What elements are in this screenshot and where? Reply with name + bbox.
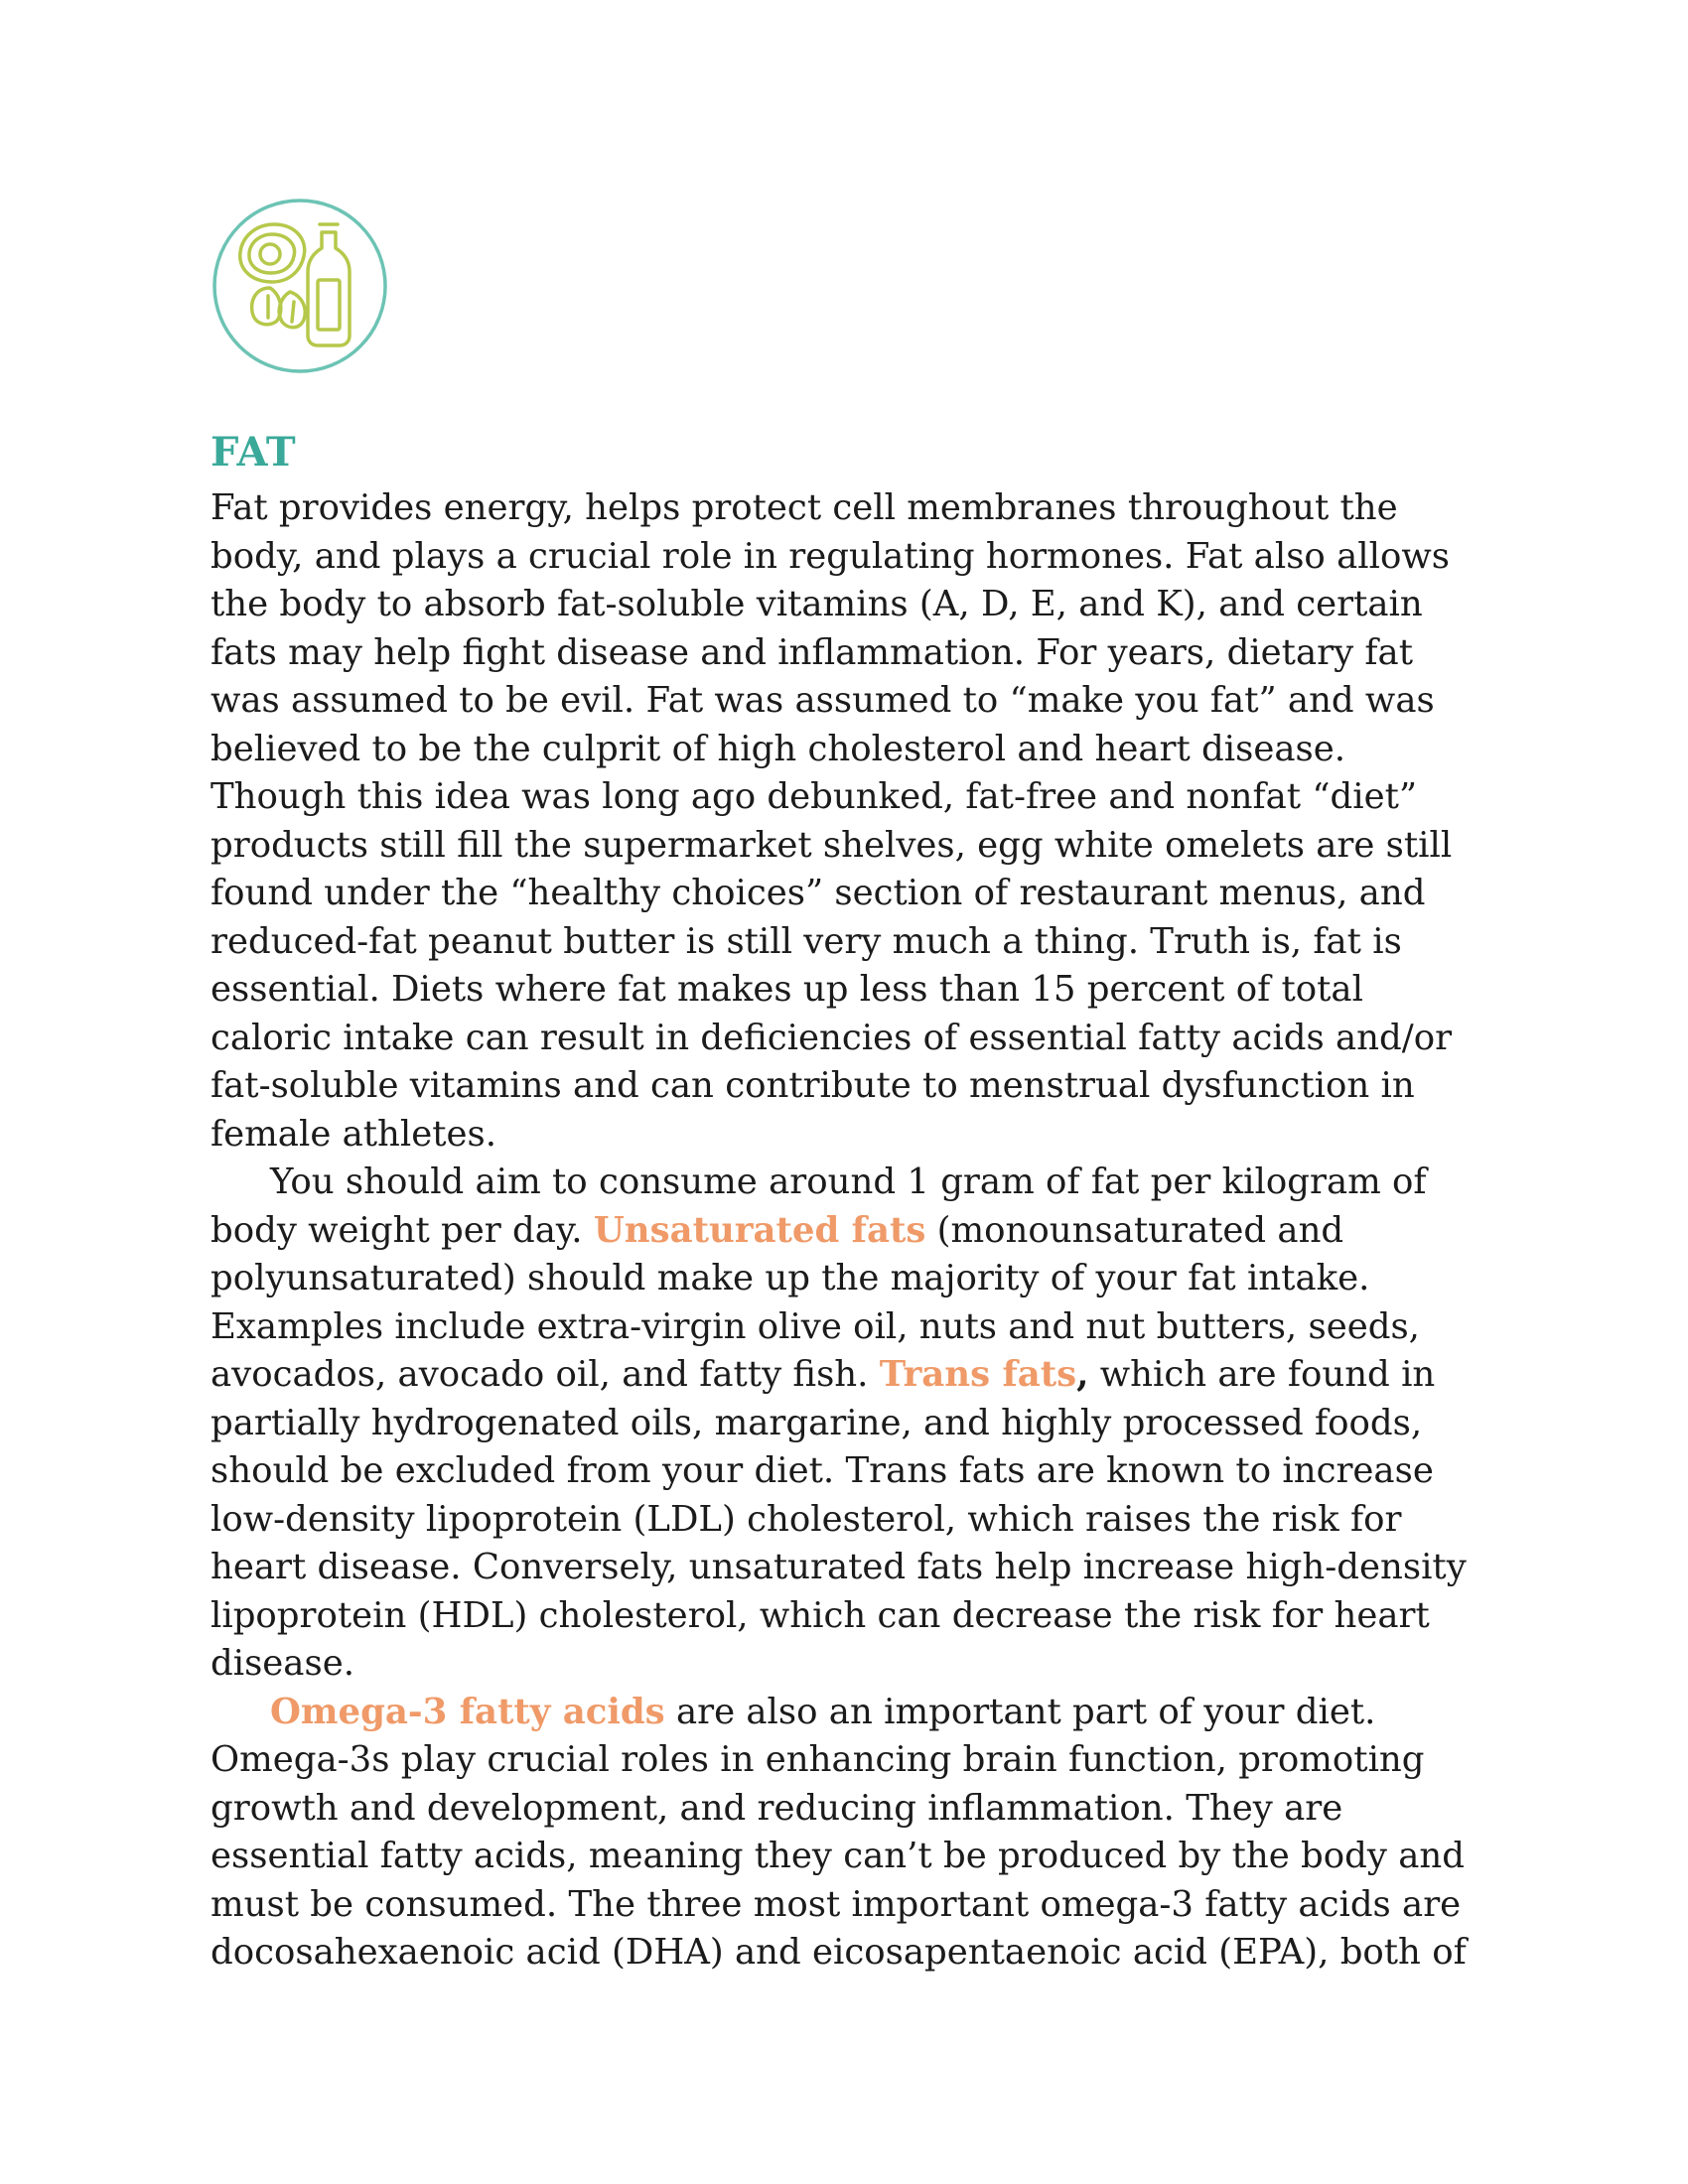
paragraph-2 — [211, 1159, 1491, 1689]
term-omega-3: Omega-3 fatty acids — [270, 1691, 665, 1732]
term-unsaturated-fats: Unsaturated fats — [593, 1209, 926, 1251]
paragraph-2-text-c: which are found in partially hydrogenated oils, margarine, and highly processed foods, should be excluded from your diet. Trans fats are known to increase low-density lipoprotein (LDL) cholesterol, which raises the risk for heart disease. Conversely, unsaturated fats help increase high-density lipoprotein (HDL) cholesterol, which can decrease the risk for heart disease. — [211, 1354, 1467, 1684]
paragraph-1: Fat provides energy, helps protect cell membranes throughout the body, and plays a crucial role in regulating hormones. Fat also allows the body to absorb fat-soluble vitamins (A, D, E, and K), and certain fats may help fight disease and inflammation. For years, dietary fat was assumed to be evil. Fat was assumed to “make you fat” and was believed to be the culprit of high cholesterol and heart disease. Though this idea was long ago debunked, fat-free and nonfat “diet” products still fill the supermarket shelves, egg white omelets are still found under the “healthy choices” section of restaurant menus, and reduced-fat peanut butter is still very much a thing. Truth is, fat is essential. Diets where fat makes up less than 15 percent of total caloric intake can result in deficiencies of essential fatty acids and/or fat-soluble vitamins and can contribute to menstrual dysfunction in female athletes. — [211, 487, 1453, 1155]
page-content — [211, 197, 1491, 1978]
body-text — [211, 484, 1491, 1978]
paragraph-2-comma: , — [1076, 1354, 1089, 1395]
paragraph-2-text-a: You should aim to consume around 1 gram of fat per kilogram of body weight per day. — [211, 1161, 1427, 1251]
paragraph-3 — [211, 1689, 1491, 1978]
section-title: FAT — [211, 429, 297, 476]
term-trans-fats: Trans fats — [879, 1354, 1077, 1395]
avocado-oil-almond-icon — [211, 197, 389, 375]
paragraph-3-text: are also an important part of your diet. Omega-3s play crucial roles in enhancing brain function, promoting growth and development, and reducing inflammation. They are essential fatty acids, meaning they can’t be produced by the body and must be consumed. The three most important omega-3 fatty acids are docosahexaenoic acid (DHA) and eicosapentaenoic acid (EPA), both of — [211, 1691, 1467, 1973]
paragraph-2-text-b: (monounsaturated and polyunsaturated) should make up the majority of your fat intake. Examples include extra-virgin olive oil, nuts and nut butters, seeds, avocados, avocado oil, and fatty fish. — [211, 1209, 1420, 1395]
